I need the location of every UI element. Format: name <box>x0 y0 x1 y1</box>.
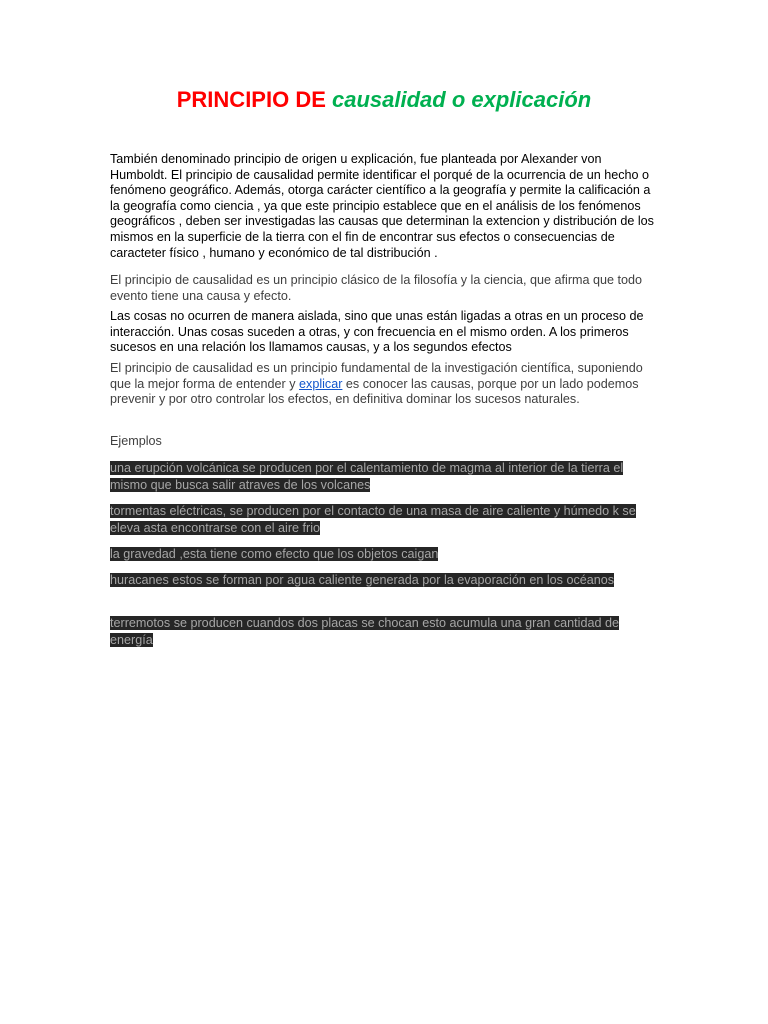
example-highlight: huracanes estos se forman por agua caliente generada por la evaporación en los océanos <box>110 573 615 587</box>
intro-paragraph: También denominado principio de origen u explicación, fue planteada por Alexander von Humboldt. El principio de causalidad permite identificar el porqué de la ocurrencia de un hecho o fenómeno geográfico. Además, otorga carácter científico a la geografía y permite la calificación a la geografía como ciencia , ya que este principio establece que en el análisis de los fenómenos geográficos , deben ser investigadas las causas que determinan la extencion y distribución de los mismos en la superficie de la tierra con el fin de encontrar sus efectos o consecuencias de caracteter físico , humano y económico de tal distribución . <box>110 152 654 260</box>
causality-definition-paragraph: El principio de causalidad es un principio clásico de la filosofía y la ciencia, que afirma que todo evento tiene una causa y efecto. <box>110 273 643 303</box>
example-item-earthquakes <box>110 615 658 649</box>
investigation-paragraph <box>110 361 658 408</box>
example-highlight: la gravedad ,esta tiene como efecto que los objetos caigan <box>110 547 439 561</box>
investigation-text-before: El principio de causalidad es un principio fundamental de la investigación científica, suponiendo que la mejor forma de entender y <box>110 361 643 391</box>
examples-heading: Ejemplos <box>110 434 162 448</box>
title-bold-part: PRINCIPIO DE <box>176 87 326 112</box>
example-highlight: terremotos se producen cuandos dos placas se chocan esto acumula una gran cantidad de energía <box>110 616 619 647</box>
page-title <box>0 85 768 115</box>
example-highlight: una erupción volcánica se producen por el calentamiento de magma al interior de la tierra el mismo que busca salir atraves de los volcanes <box>110 461 624 492</box>
interaction-paragraph: Las cosas no ocurren de manera aislada, sino que unas están ligadas a otras en un proceso de interacción. Unas cosas suceden a otras, y con frecuencia en el mismo orden. A los primeros sucesos en una relación los llamamos causas, y a los segundos efectos <box>110 309 644 355</box>
example-item-volcano <box>110 460 658 494</box>
explicar-link[interactable]: explicar <box>299 376 343 391</box>
example-item-gravity <box>110 546 658 563</box>
title-italic-part: causalidad o explicación <box>332 87 592 112</box>
example-item-hurricanes <box>110 572 658 589</box>
example-highlight: tormentas eléctricas, se producen por el contacto de una masa de aire caliente y húmedo k se eleva asta encontrarse con el aire frio <box>110 504 636 535</box>
investigation-text-after: es conocer las causas, porque por un lado podemos prevenir y por otro controlar los efectos, en definitiva dominar los sucesos naturales. <box>110 376 639 407</box>
example-item-storms <box>110 503 658 537</box>
